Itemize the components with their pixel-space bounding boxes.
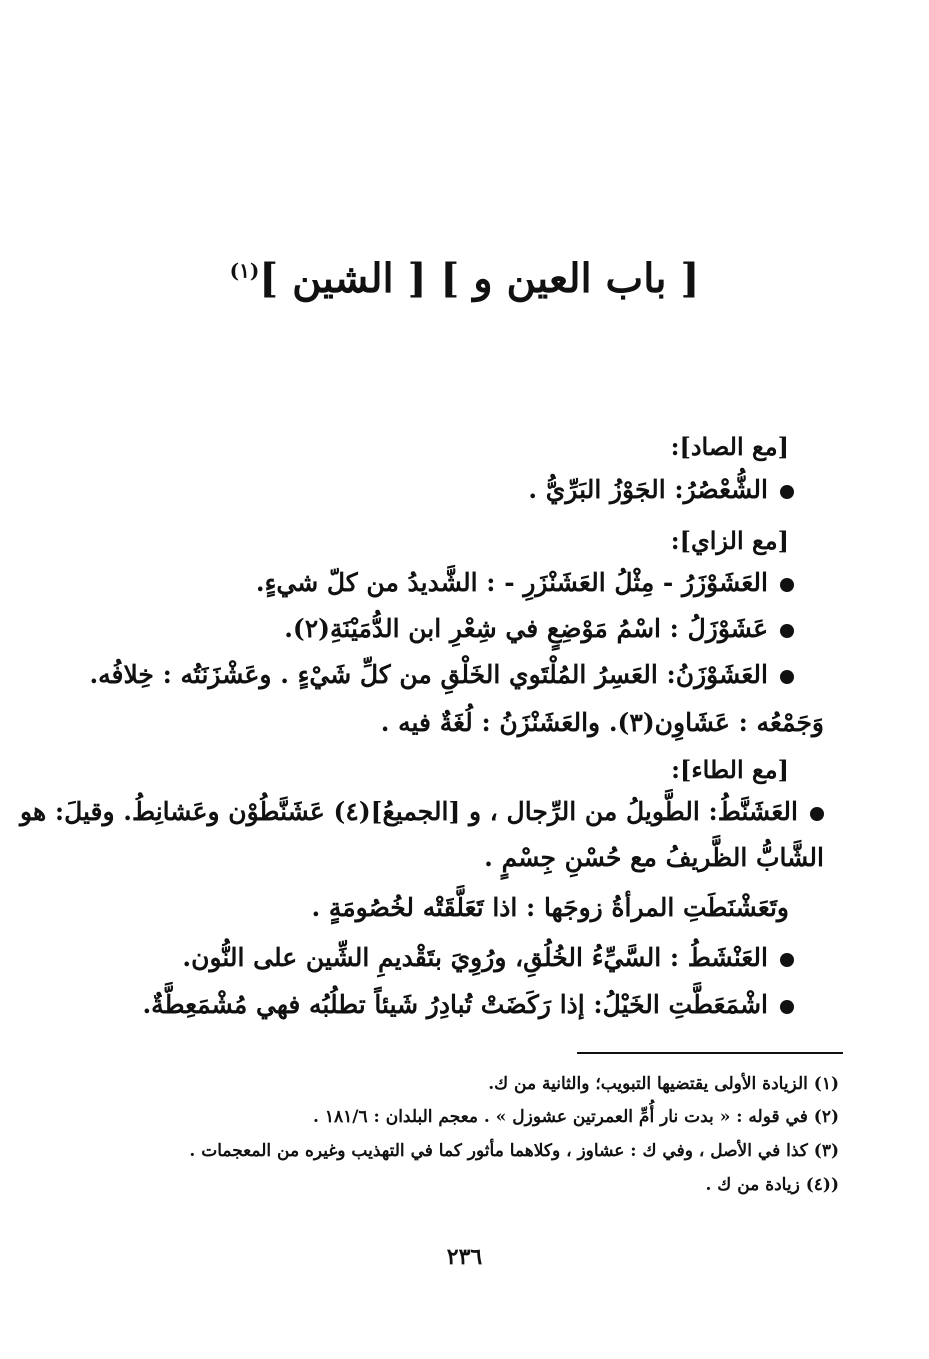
- entry-line: [528, 475, 794, 504]
- footnote-divider: [577, 1052, 843, 1054]
- chapter-title: [0, 255, 929, 302]
- entry-continuation: وتَعَشْنَطَتِ المرأةُ زوجَها : اذا تَعَلَّقَتْه لخُصُومَةٍ .: [311, 893, 789, 922]
- entry-text: عَشَوْزَلُ : اسْمُ مَوْضِعٍ في شِعْرِ ابن الدُّمَيْنَةِ(٢).: [284, 614, 768, 643]
- footnote-1: (١) الزيادة الأولى يقتضيها التبويب؛ والثانية من ك.: [488, 1074, 839, 1094]
- entry-text: العَشَوْزَنُ: العَسِرُ المُلْتَوي الخَلْقِ من كلِّ شَيْءٍ . وعَشْزَنَتُه : خِلافُه.: [89, 660, 768, 689]
- entry-line: [142, 990, 794, 1019]
- footnote-4: ((٤) زيادة من ك .: [705, 1175, 839, 1195]
- chapter-title-text: [ باب العين و ] [ الشين ]: [259, 255, 700, 302]
- entry-text: الشُّعْصُرُ: الجَوْزُ البَرِّيُّ .: [528, 475, 768, 504]
- chapter-title-note-ref: (١): [229, 258, 260, 283]
- section-heading-ta: [مع الطاء]:: [671, 755, 789, 784]
- bullet-icon: [810, 807, 824, 821]
- entry-continuation: الشَّابُّ الظَّريفُ مع حُسْنِ جِسْمٍ .: [484, 843, 824, 872]
- page-number: ٢٣٦: [446, 1244, 483, 1270]
- bullet-icon: [780, 578, 794, 592]
- entry-line: [182, 943, 794, 972]
- entry-line: [256, 568, 794, 597]
- entry-text: العَشَوْزَرُ - مِثْلُ العَشَنْزَرِ - : الشَّديدُ من كلّ شيءٍ.: [255, 568, 768, 597]
- bullet-icon: [780, 1000, 794, 1014]
- entry-text: العَنْشَطُ : السَّيِّءُ الخُلُقِ، ورُوِيَ بتَقْديمِ الشِّين على النُّون.: [182, 943, 768, 972]
- bullet-icon: [780, 953, 794, 967]
- footnote-2: (٢) في قوله : « بدت نار أُمِّ العمرتين عشوزل » . معجم البلدان : ١٨١/٦ .: [313, 1107, 839, 1127]
- bullet-icon: [780, 485, 794, 499]
- entry-line: [284, 614, 794, 643]
- entry-line: [20, 797, 824, 826]
- entry-text: العَشَنَّطُ: الطَّويلُ من الرِّجال ، و [الجميعُ](٤) عَشَنَّطُوْن وعَشانِطُ. وقيلَ: هو: [20, 797, 798, 826]
- bullet-icon: [780, 624, 794, 638]
- bullet-icon: [780, 670, 794, 684]
- section-heading-sad: [مع الصاد]:: [670, 432, 789, 461]
- section-heading-zay: [مع الزاي]:: [670, 526, 789, 555]
- footnote-3: (٣) كذا في الأصل ، وفي ك : عشاوز ، وكلاهما مأثور كما في التهذيب وغيره من المعجمات .: [189, 1141, 839, 1161]
- entry-line: [89, 660, 794, 689]
- entry-continuation: وَجَمْعُه : عَشَاوِن(٣). والعَشَنْزَنُ : لُغَةٌ فيه .: [380, 708, 824, 737]
- entry-text: اشْمَعَطَّتِ الخَيْلُ: إذا رَكَضَتْ تُبادِرُ شَيئاً تطلُبُه فهي مُشْمَعِطَّةٌ.: [142, 990, 768, 1019]
